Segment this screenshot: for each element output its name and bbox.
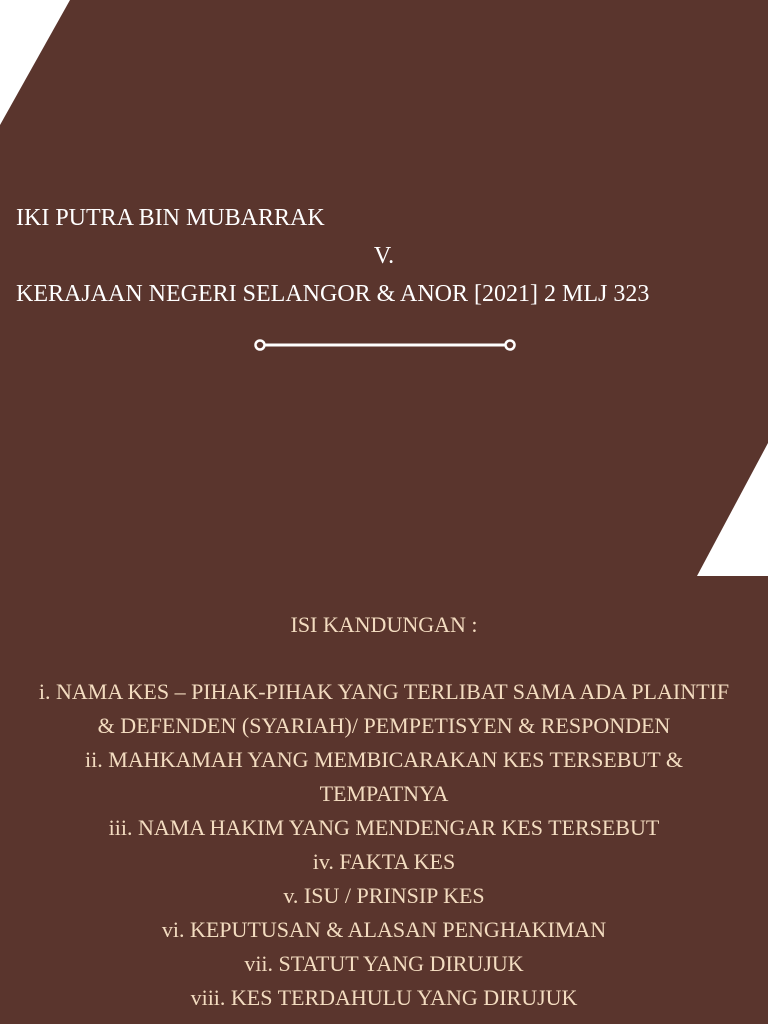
case-title-party-one: IKI PUTRA BIN MUBARRAK: [16, 205, 325, 231]
toc-item-4: iv. FAKTA KES: [312, 849, 456, 874]
corner-triangle-right: [697, 443, 768, 576]
toc-item-7: vii. STATUT YANG DIRUJUK: [244, 951, 524, 976]
table-of-contents: [20, 608, 748, 1015]
toc-item-1: i. NAMA KES – PIHAK-PIHAK YANG TERLIBAT SAMA ADA PLAINTIF & DEFENDEN (SYARIAH)/ PEMPETISYEN & RESPONDEN: [38, 679, 730, 738]
corner-triangle-top-left: [0, 0, 70, 125]
toc-item-8: viii. KES TERDAHULU YANG DIRUJUK: [190, 985, 578, 1010]
toc-list: [20, 675, 748, 1015]
toc-item-6: vi. KEPUTUSAN & ALASAN PENGHAKIMAN: [161, 917, 607, 942]
toc-item-3: iii. NAMA HAKIM YANG MENDENGAR KES TERSEBUT: [108, 815, 660, 840]
toc-item-5: v. ISU / PRINSIP KES: [283, 883, 485, 908]
toc-item-2: ii. MAHKAMAH YANG MEMBICARAKAN KES TERSEBUT & TEMPATNYA: [85, 747, 683, 806]
case-title-party-two: KERAJAAN NEGERI SELANGOR & ANOR [2021] 2 MLJ 323: [16, 281, 650, 307]
toc-heading: ISI KANDUNGAN :: [290, 612, 478, 637]
case-title-versus: V.: [373, 243, 395, 269]
divider-line-icon: [253, 338, 517, 352]
